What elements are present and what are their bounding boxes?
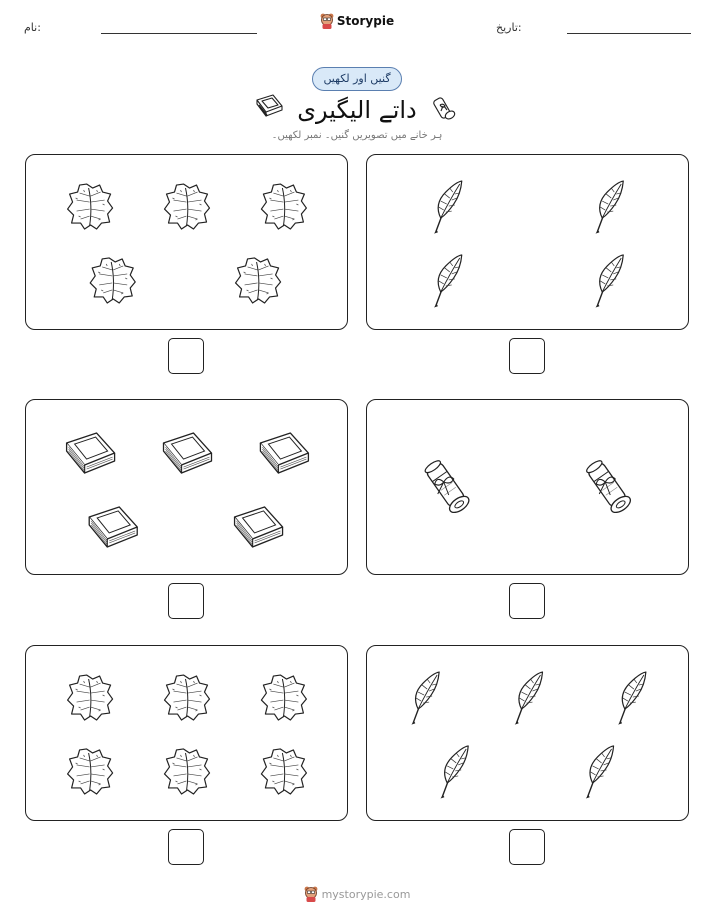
count-card-books [25,399,348,575]
card-3-pictures [26,400,349,576]
feather-quill-icon [412,672,439,724]
feather-quill-icon [441,746,468,798]
brand-name: Storypie [336,14,395,28]
book-icon [164,433,212,473]
feather-quill-icon [435,181,462,233]
card-4-pictures [367,400,690,576]
leaf-icon [68,749,113,794]
leaf-icon [261,184,306,229]
feather-quill-icon [516,672,543,724]
footer [0,886,714,905]
footer-url: mystorypie.com [321,887,411,901]
count-card-leaves-1 [25,154,348,330]
answer-box-6[interactable] [509,829,545,865]
count-card-quills-1 [366,154,689,330]
page-title: داتے الیگیری [297,96,417,124]
count-card-scrolls [366,399,689,575]
leaf-icon [68,184,113,229]
scroll-icon [583,458,633,516]
brand-logo [0,13,714,32]
leaf-icon [165,749,210,794]
name-label: نام: [24,21,41,34]
card-5-pictures [26,646,349,822]
answer-box-4[interactable] [509,583,545,619]
answer-box-2[interactable] [509,338,545,374]
feather-quill-icon [619,672,646,724]
feather-quill-icon [596,255,623,307]
date-label: تاریخ: [496,21,522,34]
leaf-icon [261,749,306,794]
name-line[interactable] [101,33,257,34]
feather-quill-icon [435,255,462,307]
book-icon [260,433,308,473]
leaf-icon [261,675,306,720]
leaf-icon [68,675,113,720]
card-6-pictures [367,646,690,822]
book-icon [89,507,137,547]
leaf-icon [165,675,210,720]
answer-box-3[interactable] [168,583,204,619]
footer-mascot-icon [304,886,318,902]
leaf-icon [236,258,281,303]
book-icon [235,507,283,547]
book-icon [67,433,115,473]
card-1-pictures [26,155,349,331]
count-card-quills-2 [366,645,689,821]
count-card-leaves-2 [25,645,348,821]
scroll-icon [422,458,472,516]
storypie-mascot-icon [320,13,334,29]
answer-box-5[interactable] [168,829,204,865]
card-2-pictures [367,155,690,331]
instruction-text: ہر خانے میں تصویریں گنیں۔ نمبر لکھیں۔ [271,130,443,141]
answer-box-1[interactable] [168,338,204,374]
feather-quill-icon [596,181,623,233]
leaf-icon [165,184,210,229]
activity-badge: گنیں اور لکھیں [312,67,402,91]
leaf-icon [90,258,135,303]
scroll-decor-icon [430,92,460,124]
date-line[interactable] [567,33,691,34]
feather-quill-icon [587,746,614,798]
